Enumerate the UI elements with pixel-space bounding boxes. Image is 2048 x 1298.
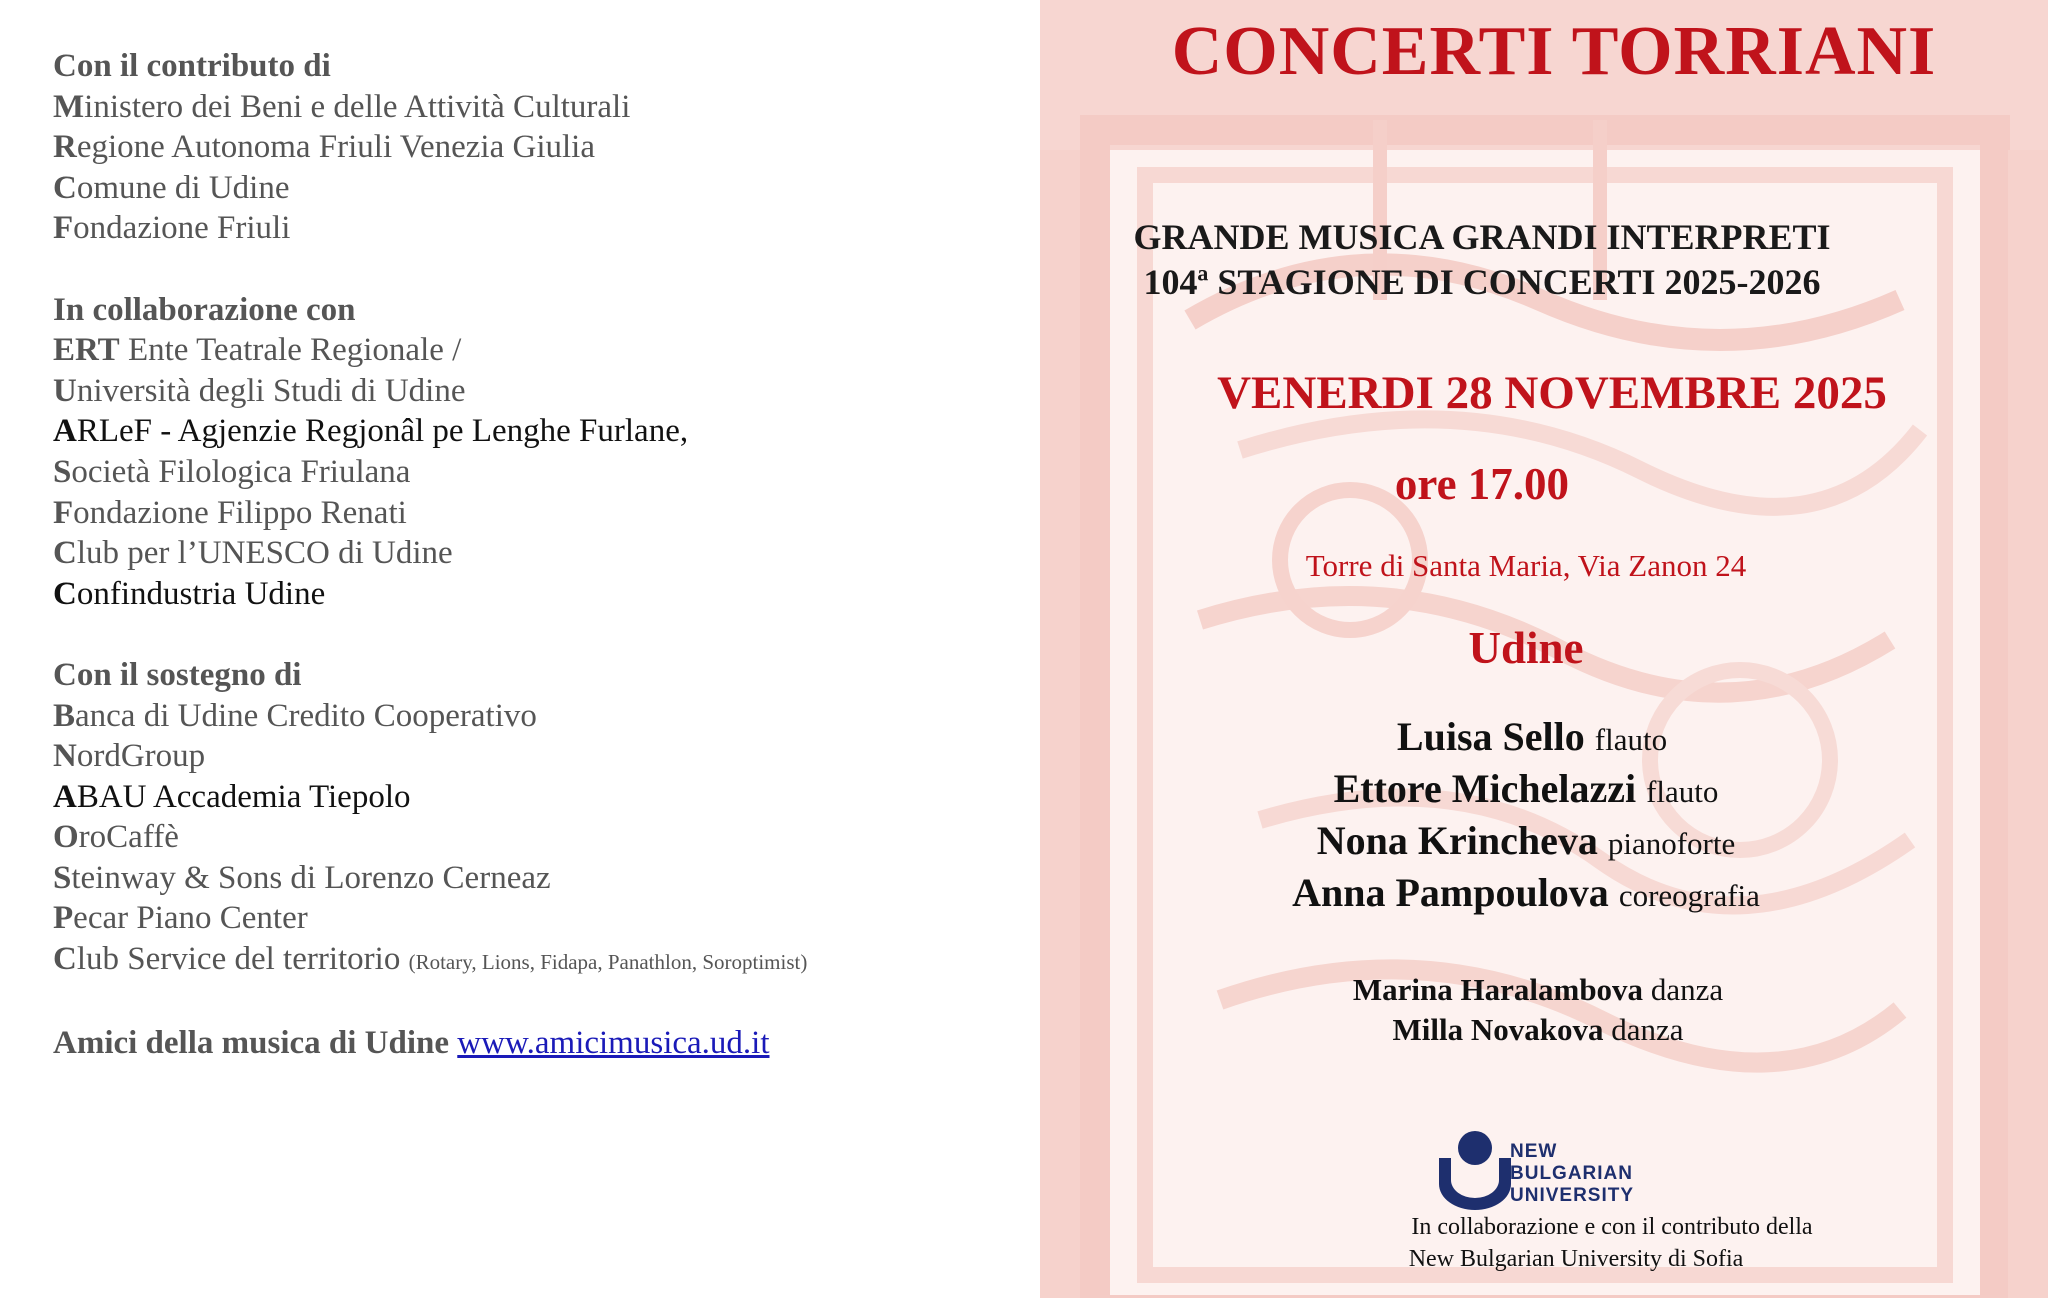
sponsor-item: Confindustria Udine (53, 575, 326, 612)
sostegno-heading: Con il sostegno di (53, 656, 302, 693)
concert-city: Udine (1468, 623, 1584, 673)
logo-text-line: UNIVERSITY (1510, 1185, 1635, 1206)
sponsor-item: Società Filologica Friulana (53, 453, 411, 490)
sponsor-item: Fondazione Friuli (53, 210, 291, 247)
performer-line: Nona Krincheva pianoforte (1316, 818, 1736, 863)
sponsor-item: Pecar Piano Center (53, 900, 308, 937)
amici-line: Amici della musica di Udine www.amicimusica.ud.it (53, 1025, 770, 1062)
sponsor-item: ABAU Accademia Tiepolo (53, 778, 411, 815)
concert-venue: Torre di Santa Maria, Via Zanon 24 (1305, 548, 1747, 583)
sponsor-item: ARLeF - Agjenzie Regjonâl pe Lenghe Furlane, (53, 413, 689, 450)
logo-text-line: NEW (1510, 1141, 1558, 1162)
sponsor-item: OroCaffè (53, 819, 179, 856)
concert-date: VENERDI 28 NOVEMBRE 2025 (1217, 367, 1887, 419)
nbu-logo-icon (1435, 1128, 1515, 1212)
sponsor-item: Steinway & Sons di Lorenzo Cerneaz (53, 859, 551, 896)
collaboration-note: New Bulgarian University di Sofia (1408, 1246, 1744, 1272)
club-note: (Rotary, Lions, Fidapa, Panathlon, Soroptimist) (408, 950, 808, 975)
sponsor-item: Regione Autonoma Friuli Venezia Giulia (53, 129, 595, 166)
collaboration-note: In collaborazione e con il contributo della (1411, 1214, 1813, 1240)
sponsor-item: ERT Ente Teatrale Regionale / (53, 332, 462, 369)
season-subtitle: GRANDE MUSICA GRANDI INTERPRETI (1133, 217, 1831, 257)
sponsor-item: Università degli Studi di Udine (53, 372, 466, 409)
season-number: 104ª STAGIONE DI CONCERTI 2025-2026 (1143, 262, 1821, 302)
sponsor-item: Club Service del territorio (Rotary, Lions, Fidapa, Panathlon, Soroptimist) (53, 941, 808, 978)
sponsors-panel (53, 46, 1013, 1064)
performer-line: Anna Pampoulova coreografia (1292, 870, 1760, 915)
sponsor-item: Banca di Udine Credito Cooperativo (53, 697, 537, 734)
collaborazione-heading: In collaborazione con (53, 291, 356, 328)
dancer-line: Milla Novakova danza (1392, 1012, 1684, 1047)
sponsor-item: Ministero dei Beni e delle Attività Culturali (53, 88, 631, 125)
logo-text-line: BULGARIAN (1510, 1163, 1633, 1184)
concert-panel (1040, 0, 2048, 1298)
website-link[interactable]: www.amicimusica.ud.it (457, 1025, 770, 1062)
sponsor-item: Fondazione Filippo Renati (53, 494, 407, 531)
contributo-heading: Con il contributo di (53, 48, 331, 84)
page-title: CONCERTI TORRIANI (1171, 13, 1937, 90)
sponsor-item: NordGroup (53, 738, 206, 775)
performer-line: Luisa Sello flauto (1396, 714, 1668, 759)
sponsor-item: Club per l’UNESCO di Udine (53, 535, 453, 572)
performer-line: Ettore Michelazzi flauto (1333, 766, 1719, 811)
dancer-line: Marina Haralambova danza (1352, 972, 1724, 1007)
concert-time: ore 17.00 (1394, 459, 1570, 509)
sponsor-item: Comune di Udine (53, 169, 290, 206)
